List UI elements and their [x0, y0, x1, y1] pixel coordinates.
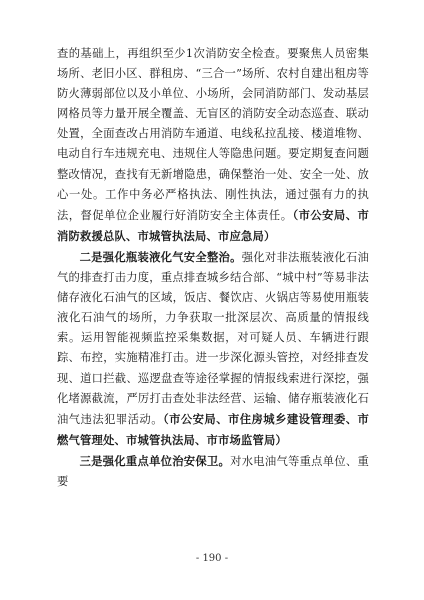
paragraph-2: [57, 247, 369, 451]
paragraph-1-body: 查的基础上，再组织至少1次消防安全检查。要聚焦人员密集场所、老旧小区、群租房、“三合一”场所、农村自建出租房等防火薄弱部位以及小单位、小场所，会同消防部门、发动基层网格员等力量开展全覆盖、无盲区的消防安全动态巡查、联动处置，全面查改占用消防车通道、电线私拉乱接、楼道堆物、电动自行车违规充电、违规住人等隐患问题。要定期复查问题整改情况，查找有无新增隐患，确保整治一处、安全一处、放心一处。工作中务必严格执法、刚性执法，通过强有力的执法，督促单位企业履行好消防安全主体责任。: [57, 47, 369, 222]
paragraph-2-body: 强化对非法瓶装液化石油气的排查打击力度，重点排查城乡结合部、“城中村”等易非法储存液化石油气的区域，饭店、餐饮店、火锅店等易使用瓶装液化石油气的场所，力争获取一批深层次、高质量的情报线索。运用智能视频监控采集数据，对可疑人员、车辆进行跟踪、布控，实施精准打击。进一步深化源头管控，对经排查发现、道口拦截、巡逻盘查等途径掌握的情报线索进行深挖，强化堵源截流，严厉打击查处非法经营、运输、储存瓶装液化石油气违法犯罪活动。: [57, 250, 369, 426]
paragraph-2-responsible-units: （市公安局、市住房城乡建设管理委、市燃气管理处、市城管执法局、市市场监管局）: [57, 411, 370, 447]
paragraph-1-responsible-units: （市公安局、市消防救援总队、市城管执法局、市应急局）: [57, 207, 369, 243]
paragraph-3: [57, 451, 369, 492]
page-number: - 190 -: [195, 553, 229, 564]
paragraph-1: [57, 44, 369, 247]
paragraph-2-heading: 二是强化瓶装液化气安全整治。: [79, 249, 242, 264]
paragraph-3-body: 对水电油气等重点单位、重要: [57, 454, 369, 488]
paragraph-3-heading: 三是强化重点单位治安保卫。: [79, 453, 231, 468]
document-page: [57, 44, 369, 492]
